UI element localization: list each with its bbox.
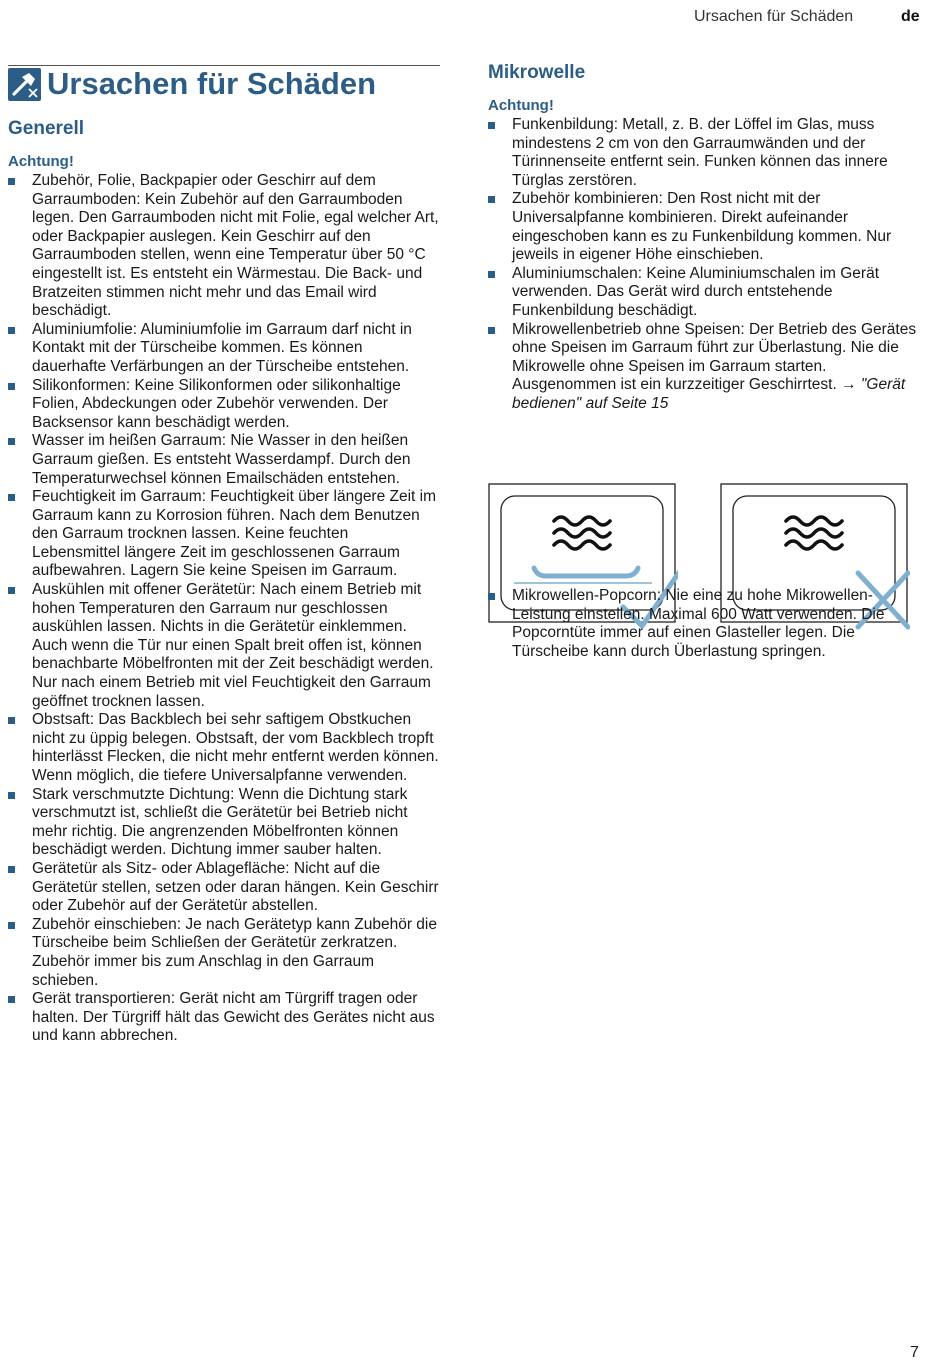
list-item: Stark verschmutzte Dichtung: Wenn die Dichtung stark verschmutzt ist, schließt die Gerätetür bei Betrieb nicht mehr richtig. Die angrenzenden Möbelfronten können beschädigt werden. Dichtung immer sauber halten.	[8, 786, 440, 860]
list-item: Mikrowellenbetrieb ohne Speisen: Der Betrieb des Gerätes ohne Speisen im Garraum führt zur Überlastung. Nie die Mikrowelle ohne Speisen im Garraum starten. Ausgenommen ist ein kurzzeitiger Geschirrtest. → "Gerät bedienen" auf Seite 15	[488, 321, 920, 414]
page-reference-link[interactable]: "Gerät bedienen" auf Seite 15	[512, 376, 906, 412]
list-item: Zubehör, Folie, Backpapier oder Geschirr auf dem Garraumboden: Kein Zubehör auf den Garraumboden legen. Den Garraumboden nicht mit Folie, egal welcher Art, oder Backpapier auslegen. Kein Geschirr auf den Garraumboden stellen, wenn eine Temperatur über 50 °C eingestellt ist. Es entsteht ein Wärmestau. Die Back- und Bratzeiten stimmen nicht mehr und das Email wird beschädigt.	[8, 172, 440, 321]
page-title: Ursachen für Schäden	[47, 66, 377, 101]
bullet-icon	[8, 494, 15, 501]
bullet-icon	[488, 122, 495, 129]
list-item: Aluminiumfolie: Aluminiumfolie im Garraum darf nicht in Kontakt mit der Türscheibe kommen. Es können dauerhafte Verfärbungen an der Türscheibe entstehen.	[8, 321, 440, 377]
bullet-icon	[8, 383, 15, 390]
caution-label: Achtung!	[488, 97, 554, 114]
warning-damage-icon	[8, 68, 41, 101]
bullet-icon	[8, 922, 15, 929]
list-item: Silikonformen: Keine Silikonformen oder silikonhaltige Folien, Abdeckungen oder Zubehör verwenden. Der Backsensor kann beschädigt werden.	[8, 377, 440, 433]
microwave-damage-list	[488, 116, 920, 414]
list-item: Zubehör einschieben: Je nach Gerätetyp kann Zubehör die Türscheibe beim Schließen der Gerätetür zerkratzen. Zubehör immer bis zum Anschlag in den Garraum schieben.	[8, 916, 440, 990]
page-number: 7	[910, 1344, 919, 1361]
bullet-icon	[8, 996, 15, 1003]
bullet-icon	[8, 327, 15, 334]
list-item: Wasser im heißen Garraum: Nie Wasser in den heißen Garraum gießen. Es entsteht Wasserdampf. Durch den Temperaturwechsel können Emailschäden entstehen.	[8, 432, 440, 488]
bullet-icon	[8, 438, 15, 445]
bullet-icon	[488, 593, 495, 600]
bullet-icon	[488, 196, 495, 203]
bullet-icon	[8, 717, 15, 724]
list-item: Funkenbildung: Metall, z. B. der Löffel im Glas, muss mindestens 2 cm von den Garraumwänden und der Türinnenseite entfernt sein. Funken können das innere Türglas zerstören.	[488, 116, 920, 190]
list-item: Obstsaft: Das Backblech bei sehr saftigem Obstkuchen nicht zu üppig belegen. Obstsaft, der vom Backblech tropft hinterlässt Flecken, die nicht mehr entfernt werden können. Wenn möglich, die tiefere Universalpfanne verwenden.	[8, 711, 440, 785]
bullet-icon	[8, 866, 15, 873]
bullet-icon	[8, 178, 15, 185]
general-damage-list	[8, 172, 440, 1046]
microwave-popcorn-list	[488, 587, 920, 661]
bullet-icon	[8, 792, 15, 799]
caution-label: Achtung!	[8, 153, 74, 170]
language-code: de	[901, 8, 920, 25]
bullet-icon	[488, 327, 495, 334]
list-item: Aluminiumschalen: Keine Aluminiumschalen im Gerät verwenden. Das Gerät wird durch entstehende Funkenbildung beschädigt.	[488, 265, 920, 321]
list-item: Gerät transportieren: Gerät nicht am Türgriff tragen oder halten. Der Türgriff hält das Gewicht des Gerätes nicht aus und kann abbrechen.	[8, 990, 440, 1046]
bullet-icon	[8, 587, 15, 594]
list-item: Zubehör kombinieren: Den Rost nicht mit der Universalpfanne kombinieren. Direkt aufeinander eingeschoben kann es zu Funkenbildung kommen. Nur jeweils in eigener Höhe einschieben.	[488, 190, 920, 264]
section-heading-mikrowelle: Mikrowelle	[488, 62, 586, 83]
list-item: Feuchtigkeit im Garraum: Feuchtigkeit über längere Zeit im Garraum kann zu Korrosion führen. Nach dem Benutzen den Garraum trocknen lassen. Keine feuchten Lebensmittel längere Zeit im geschlossenen Garraum aufbewahren. Lagern Sie keine Speisen im Garraum.	[8, 488, 440, 581]
title-row	[8, 62, 376, 106]
list-item: Gerätetür als Sitz- oder Ablagefläche: Nicht auf die Gerätetür stellen, setzen oder daran hängen. Kein Geschirr oder Zubehör auf der Gerätetür abstellen.	[8, 860, 440, 916]
section-heading-generell: Generell	[8, 118, 85, 139]
list-item: Mikrowellen-Popcorn: Nie eine zu hohe Mikrowellen-Leistung einstellen. Maximal 600 Watt verwenden. Die Popcorntüte immer auf einen Glasteller legen. Die Türscheibe kann durch Überlastung springen.	[488, 587, 920, 661]
arrow-icon: →	[841, 376, 857, 394]
bullet-icon	[488, 271, 495, 278]
running-header-title: Ursachen für Schäden	[694, 8, 854, 25]
list-item: Auskühlen mit offener Gerätetür: Nach einem Betrieb mit hohen Temperaturen den Garraum nur geschlossen auskühlen lassen. Nichts in die Gerätetür einklemmen. Auch wenn die Tür nur einen Spalt breit offen ist, können benachbarte Möbelfronten mit der Zeit beschädigt werden. Nur nach einem Betrieb mit viel Feuchtigkeit den Garraum geöffnet trocknen lassen.	[8, 581, 440, 711]
